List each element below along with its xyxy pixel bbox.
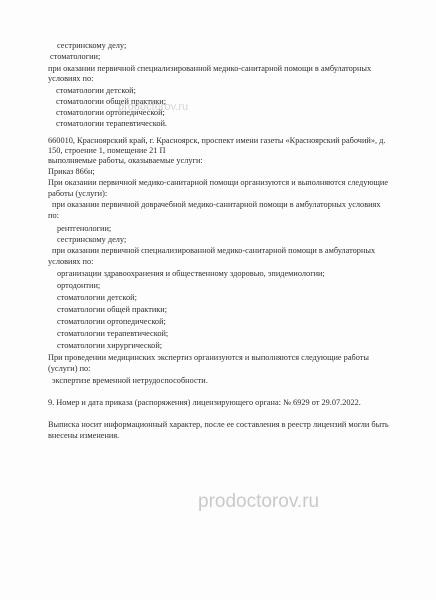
text-line: стоматологии терапевтической.: [56, 119, 167, 128]
license-order-line: 9. Номер и дата приказа (распоряжения) лицензирующего органа: № 6929 от 29.07.2022.: [48, 398, 361, 407]
text-line: экспертизе временной нетрудоспособности.: [52, 376, 208, 385]
text-line: стоматологии общей практики;: [56, 97, 167, 106]
text-line: сестринскому делу;: [57, 235, 127, 244]
text-line: условиях по:: [48, 257, 94, 266]
text-line: по:: [48, 211, 59, 220]
text-line: при оказании первичной доврачебной медико-санитарной помощи в амбулаторных условиях: [52, 200, 381, 209]
disclaimer-line: внесены изменения.: [48, 431, 120, 440]
text-line: стоматологии детской;: [57, 293, 137, 302]
text-line: рентгенологии;: [57, 224, 112, 233]
text-line: организации здравоохранения и общественному здоровью, эпидемиологии;: [57, 269, 325, 278]
watermark-text: prodoctorov.ru: [118, 101, 189, 113]
address-line: 150, строение 1, помещение 21 П: [48, 146, 166, 155]
disclaimer-line: Выписка носит информационный характер, после ее составления в реестр лицензий могли быть: [48, 420, 389, 429]
text-line: Приказ 866н;: [48, 167, 95, 176]
address-line: 660010, Красноярский край, г. Красноярск, проспект имени газеты «Красноярский рабочий», д.: [48, 136, 386, 145]
text-line: стоматологии ортопедической;: [57, 317, 166, 326]
text-line: При проведении медицинских экспертиз организуются и выполняются следующие работы: [48, 353, 369, 362]
text-line: сестринскому делу;: [57, 41, 127, 50]
text-line: При оказании первичной медико-санитарной помощи организуются и выполняются следующие: [48, 178, 389, 187]
text-line: стоматологии терапевтической;: [57, 329, 169, 338]
text-line: стоматологии детской;: [56, 86, 136, 95]
text-line: стоматологии хирургической;: [57, 341, 163, 350]
text-line: условиях по:: [48, 74, 94, 83]
text-line: стоматологии;: [50, 52, 101, 61]
text-line: (услуги) по:: [48, 364, 91, 373]
text-line: при оказании первичной специализированной медико-санитарной помощи в амбулаторных: [52, 246, 376, 255]
text-line: при оказании первичной специализированной медико-санитарной помощи в амбулаторных: [48, 64, 372, 73]
text-line: стоматологии ортопедической;: [56, 108, 165, 117]
watermark-text: prodoctorov.ru: [198, 491, 320, 512]
text-line: стоматологии общей практики;: [57, 305, 168, 314]
text-line: выполняемые работы, оказываемые услуги:: [48, 156, 203, 165]
text-line: ортодонтии;: [57, 281, 101, 290]
text-line: работы (услуги):: [48, 189, 108, 198]
